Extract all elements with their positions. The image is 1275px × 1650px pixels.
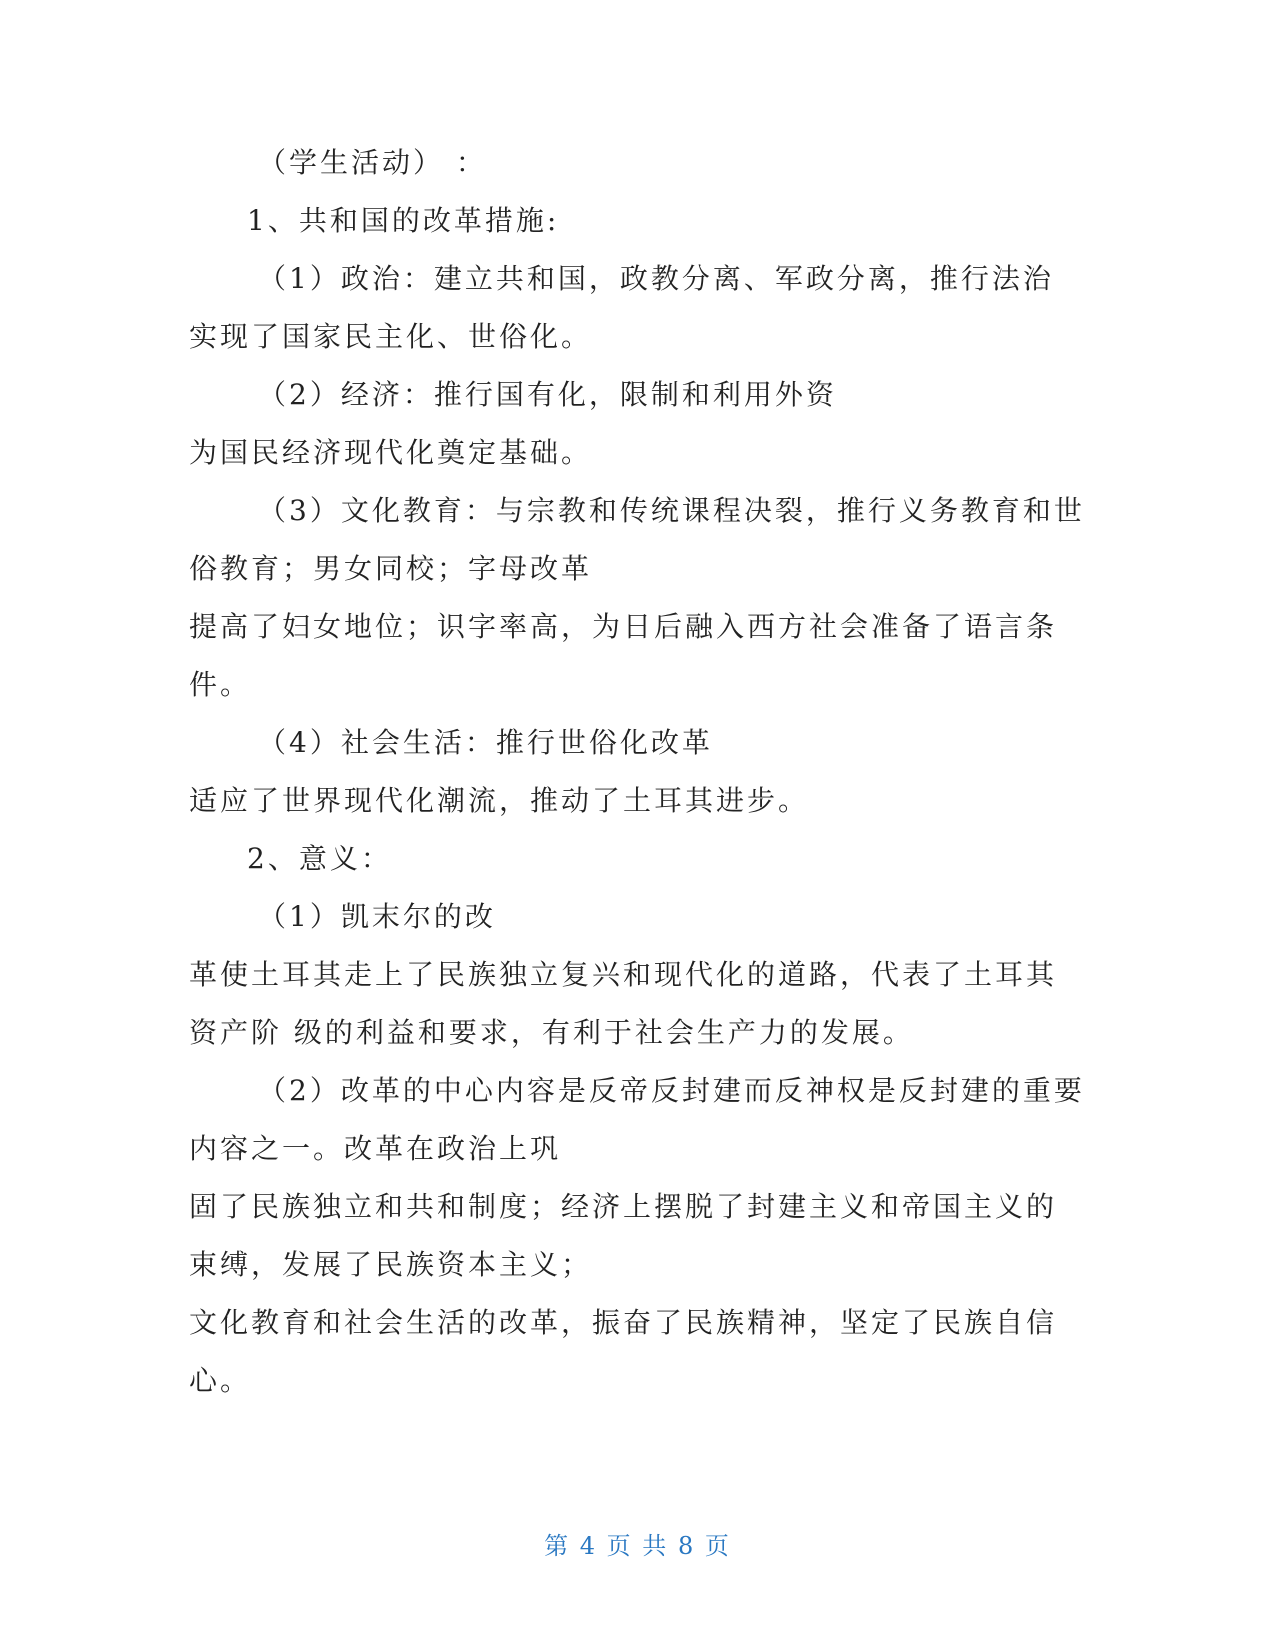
paragraph-line: 1、共和国的改革措施:	[247, 204, 560, 237]
paragraph-line: 件。	[189, 668, 252, 701]
paragraph-line: 固了民族独立和共和制度；经济上摆脱了封建主义和帝国主义的	[189, 1190, 1058, 1223]
paragraph-line: 束缚，发展了民族资本主义；	[189, 1248, 593, 1281]
paragraph-line: 提高了妇女地位；识字率高，为日后融入西方社会准备了语言条	[189, 610, 1058, 643]
paragraph-line: 资产阶 级的利益和要求，有利于社会生产力的发展。	[189, 1016, 914, 1049]
paragraph-line: 文化教育和社会生活的改革，振奋了民族精神，坚定了民族自信	[189, 1306, 1058, 1339]
paragraph-line: 革使土耳其走上了民族独立复兴和现代化的道路，代表了土耳其	[189, 958, 1058, 991]
paragraph-line: 为国民经济现代化奠定基础。	[189, 436, 593, 469]
paragraph-line: 俗教育；男女同校；字母改革	[189, 552, 593, 585]
paragraph-line: （学生活动） ：	[258, 146, 487, 179]
paragraph-line: 心。	[189, 1364, 252, 1397]
paragraph-line: （1）政治：建立共和国，政教分离、军政分离，推行法治	[258, 262, 1054, 295]
paragraph-line: （4）社会生活：推行世俗化改革	[258, 726, 713, 759]
paragraph-line: （3）文化教育：与宗教和传统课程决裂，推行义务教育和世	[258, 494, 1085, 527]
page-number-label: 第 4 页 共 8 页	[544, 1532, 731, 1560]
page-number-footer	[0, 1531, 1275, 1561]
paragraph-line: 内容之一。改革在政治上巩	[189, 1132, 562, 1165]
paragraph-line: 适应了世界现代化潮流，推动了土耳其进步。	[189, 784, 810, 817]
paragraph-line: （2）经济：推行国有化，限制和利用外资	[258, 378, 837, 411]
paragraph-line: （1）凯末尔的改	[258, 900, 496, 933]
paragraph-line: 实现了国家民主化、世俗化。	[189, 320, 593, 353]
paragraph-line: 2、意义：	[247, 842, 392, 875]
paragraph-line: （2）改革的中心内容是反帝反封建而反神权是反封建的重要	[258, 1074, 1085, 1107]
